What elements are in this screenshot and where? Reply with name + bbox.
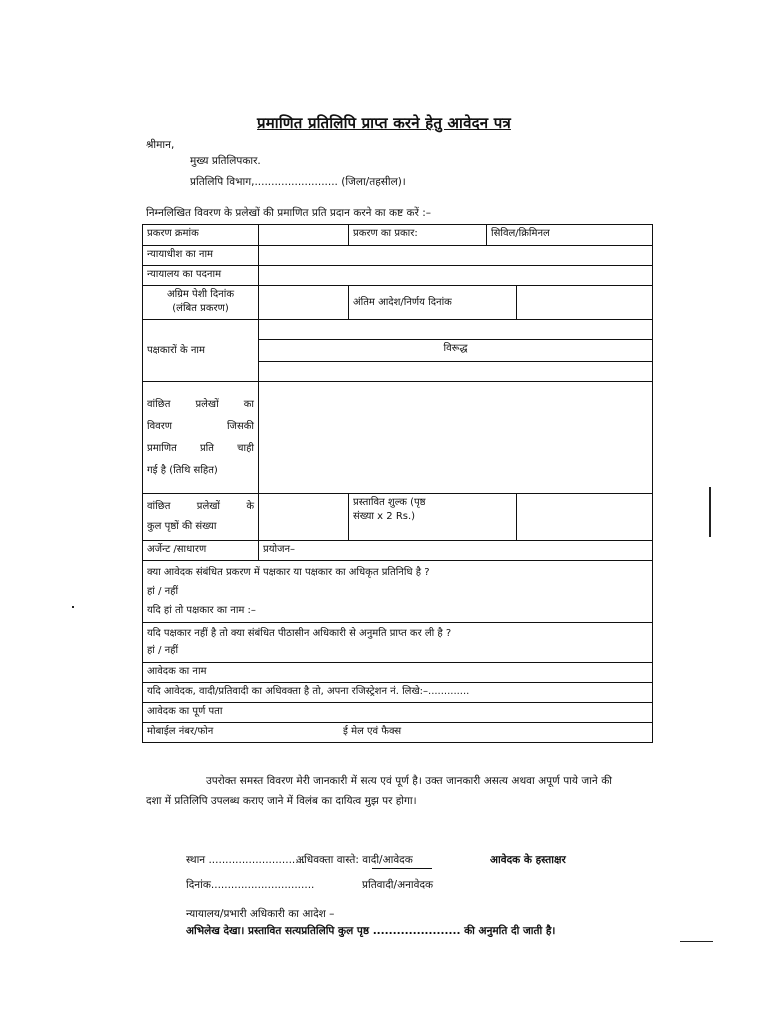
documents-description-line1: वांछित प्रलेखों का: [147, 398, 254, 410]
proposed-fee-line2: संख्या x 2 Rs.): [353, 510, 416, 522]
documents-description-label: [143, 382, 259, 494]
parties-name-label: पक्षकारों के नाम: [143, 320, 259, 382]
advocate-registration-label: यदि आवेदक, वादी/प्रतिवादी का अधिवक्ता है तो, अपना रजिस्ट्रेशन नं. लिखे:–.............: [143, 683, 653, 703]
judge-name-label: न्यायाधीश का नाम: [143, 246, 259, 266]
row-pages-fee: [143, 494, 653, 541]
party-question: क्या आवेदक संबंधित प्रकरण में पक्षकार या पक्षकार का अधिकृत प्रतिनिधि है ?: [147, 567, 430, 578]
permission-yes-no: हां / नहीं: [147, 645, 179, 656]
judge-name-value[interactable]: [259, 246, 653, 266]
case-type-label: प्रकरण का प्रकार:: [349, 225, 487, 246]
total-pages-line1: वांछित प्रलेखों के: [147, 501, 254, 512]
scan-margin-mark: [709, 487, 711, 537]
case-number-label: प्रकरण क्रमांक: [143, 225, 259, 246]
row-full-address: [143, 703, 653, 723]
addressee: मुख्य प्रतिलिपकार.: [190, 155, 261, 167]
party-one-value[interactable]: [259, 320, 653, 340]
row-party-question: [143, 561, 653, 623]
proposed-fee-label: [349, 494, 517, 541]
documents-description-line2: विवरण जिसकी: [147, 420, 254, 432]
application-table: [142, 224, 653, 743]
next-date-label-line1: अग्रिम पेशी दिनांक: [167, 289, 234, 300]
party-question-cell: [143, 561, 653, 623]
respondent-label: प्रतिवादी/अनावेदक: [362, 879, 434, 891]
total-pages-value[interactable]: [259, 494, 349, 541]
court-designation-label: न्यायालय का पदनाम: [143, 266, 259, 286]
party-yes-no: हां / नहीं: [147, 586, 179, 597]
mobile-label: मोबाईल नंबर/फोन: [147, 726, 214, 737]
permission-question-cell: [143, 623, 653, 663]
scan-bottom-mark: [680, 941, 713, 942]
row-applicant-name: [143, 663, 653, 683]
row-court-designation: [143, 266, 653, 286]
documents-description-value[interactable]: [259, 382, 653, 494]
court-order-label: न्यायालय/प्रभारी अधिकारी का आदेश –: [186, 908, 335, 920]
row-parties-1: [143, 320, 653, 340]
purpose-label: प्रयोजन–: [259, 541, 653, 561]
applicant-name-label: आवेदक का नाम: [143, 663, 653, 683]
final-order-date-label: अंतिम आदेश/निर्णय दिनांक: [349, 286, 517, 320]
form-title: प्रमाणित प्रतिलिपि प्राप्त करने हेतु आवेदन पत्र: [257, 114, 511, 132]
row-documents-description: [143, 382, 653, 494]
total-pages-label: [143, 494, 259, 541]
signature-divider: [372, 868, 432, 869]
permission-question: यदि पक्षकार नहीं है तो क्या संबंधित पीठासीन अधिकारी से अनुमति प्राप्त कर ली है ?: [147, 628, 452, 639]
mobile-email-cell: [143, 723, 653, 743]
row-judge-name: [143, 246, 653, 266]
row-permission-question: [143, 623, 653, 663]
full-address-label: आवेदक का पूर्ण पता: [143, 703, 653, 723]
next-date-label: [143, 286, 259, 320]
case-type-value: सिविल/क्रिमिनल: [487, 225, 653, 246]
row-case-number: [143, 225, 653, 246]
urgency-label: अर्जेन्ट /साधारण: [143, 541, 259, 561]
row-mobile-email: [143, 723, 653, 743]
final-order-date-value[interactable]: [517, 286, 653, 320]
next-date-label-line2: (लंबित प्रकरण): [172, 302, 229, 314]
email-fax-label: ई मेल एवं फैक्स: [343, 726, 402, 737]
record-seen-text: अभिलेख देखा। प्रस्तावित सत्यप्रतिलिपि कुल पृष्ठ ...................... की अनुमति दी जाती है।: [186, 925, 556, 937]
salutation: श्रीमान,: [146, 139, 175, 151]
court-designation-value[interactable]: [259, 266, 653, 286]
case-number-value[interactable]: [259, 225, 349, 246]
party-name-if-yes: यदि हां तो पक्षकार का नाम :–: [147, 605, 256, 616]
applicant-signature-label: आवेदक के हस्ताक्षर: [490, 854, 566, 866]
party-two-value[interactable]: [259, 362, 653, 382]
intro-text: निम्नलिखित विवरण के प्रलेखों की प्रमाणित प्रति प्रदान करने का कष्ट करें :–: [146, 207, 431, 219]
row-urgency-purpose: [143, 541, 653, 561]
documents-description-line4: गई है (तिथि सहित): [147, 464, 218, 476]
department-line: प्रतिलिपि विभाग,......................... (जिला/तहसील)।: [190, 176, 406, 188]
row-dates: [143, 286, 653, 320]
documents-description-line3: प्रमाणित प्रति चाही: [147, 442, 254, 454]
place-field: स्थान .............................: [186, 854, 306, 866]
date-field: दिनांक...............................: [186, 879, 315, 891]
next-date-value[interactable]: [259, 286, 349, 320]
proposed-fee-line1: प्रस्तावित शुल्क (पृष्ठ: [353, 497, 426, 508]
declaration-text: उपरोक्त समस्त विवरण मेरी जानकारी में सत्य एवं पूर्ण है। उक्त जानकारी असत्य अथवा अपूर्ण पाये जाने की दशा में प्रतिलिपि उपलब्ध कराए जाने में विलंब का दायित्व मुझ पर होगा।: [146, 775, 612, 807]
versus-label: विरूद्ध: [259, 340, 653, 362]
row-advocate-registration: [143, 683, 653, 703]
total-pages-line2: कुल पृष्ठों की संख्या: [147, 521, 217, 532]
advocate-for-label: अधिवक्ता वास्ते: वादी/आवेदक: [296, 854, 413, 866]
proposed-fee-value[interactable]: [517, 494, 653, 541]
scan-dot: [72, 606, 74, 608]
